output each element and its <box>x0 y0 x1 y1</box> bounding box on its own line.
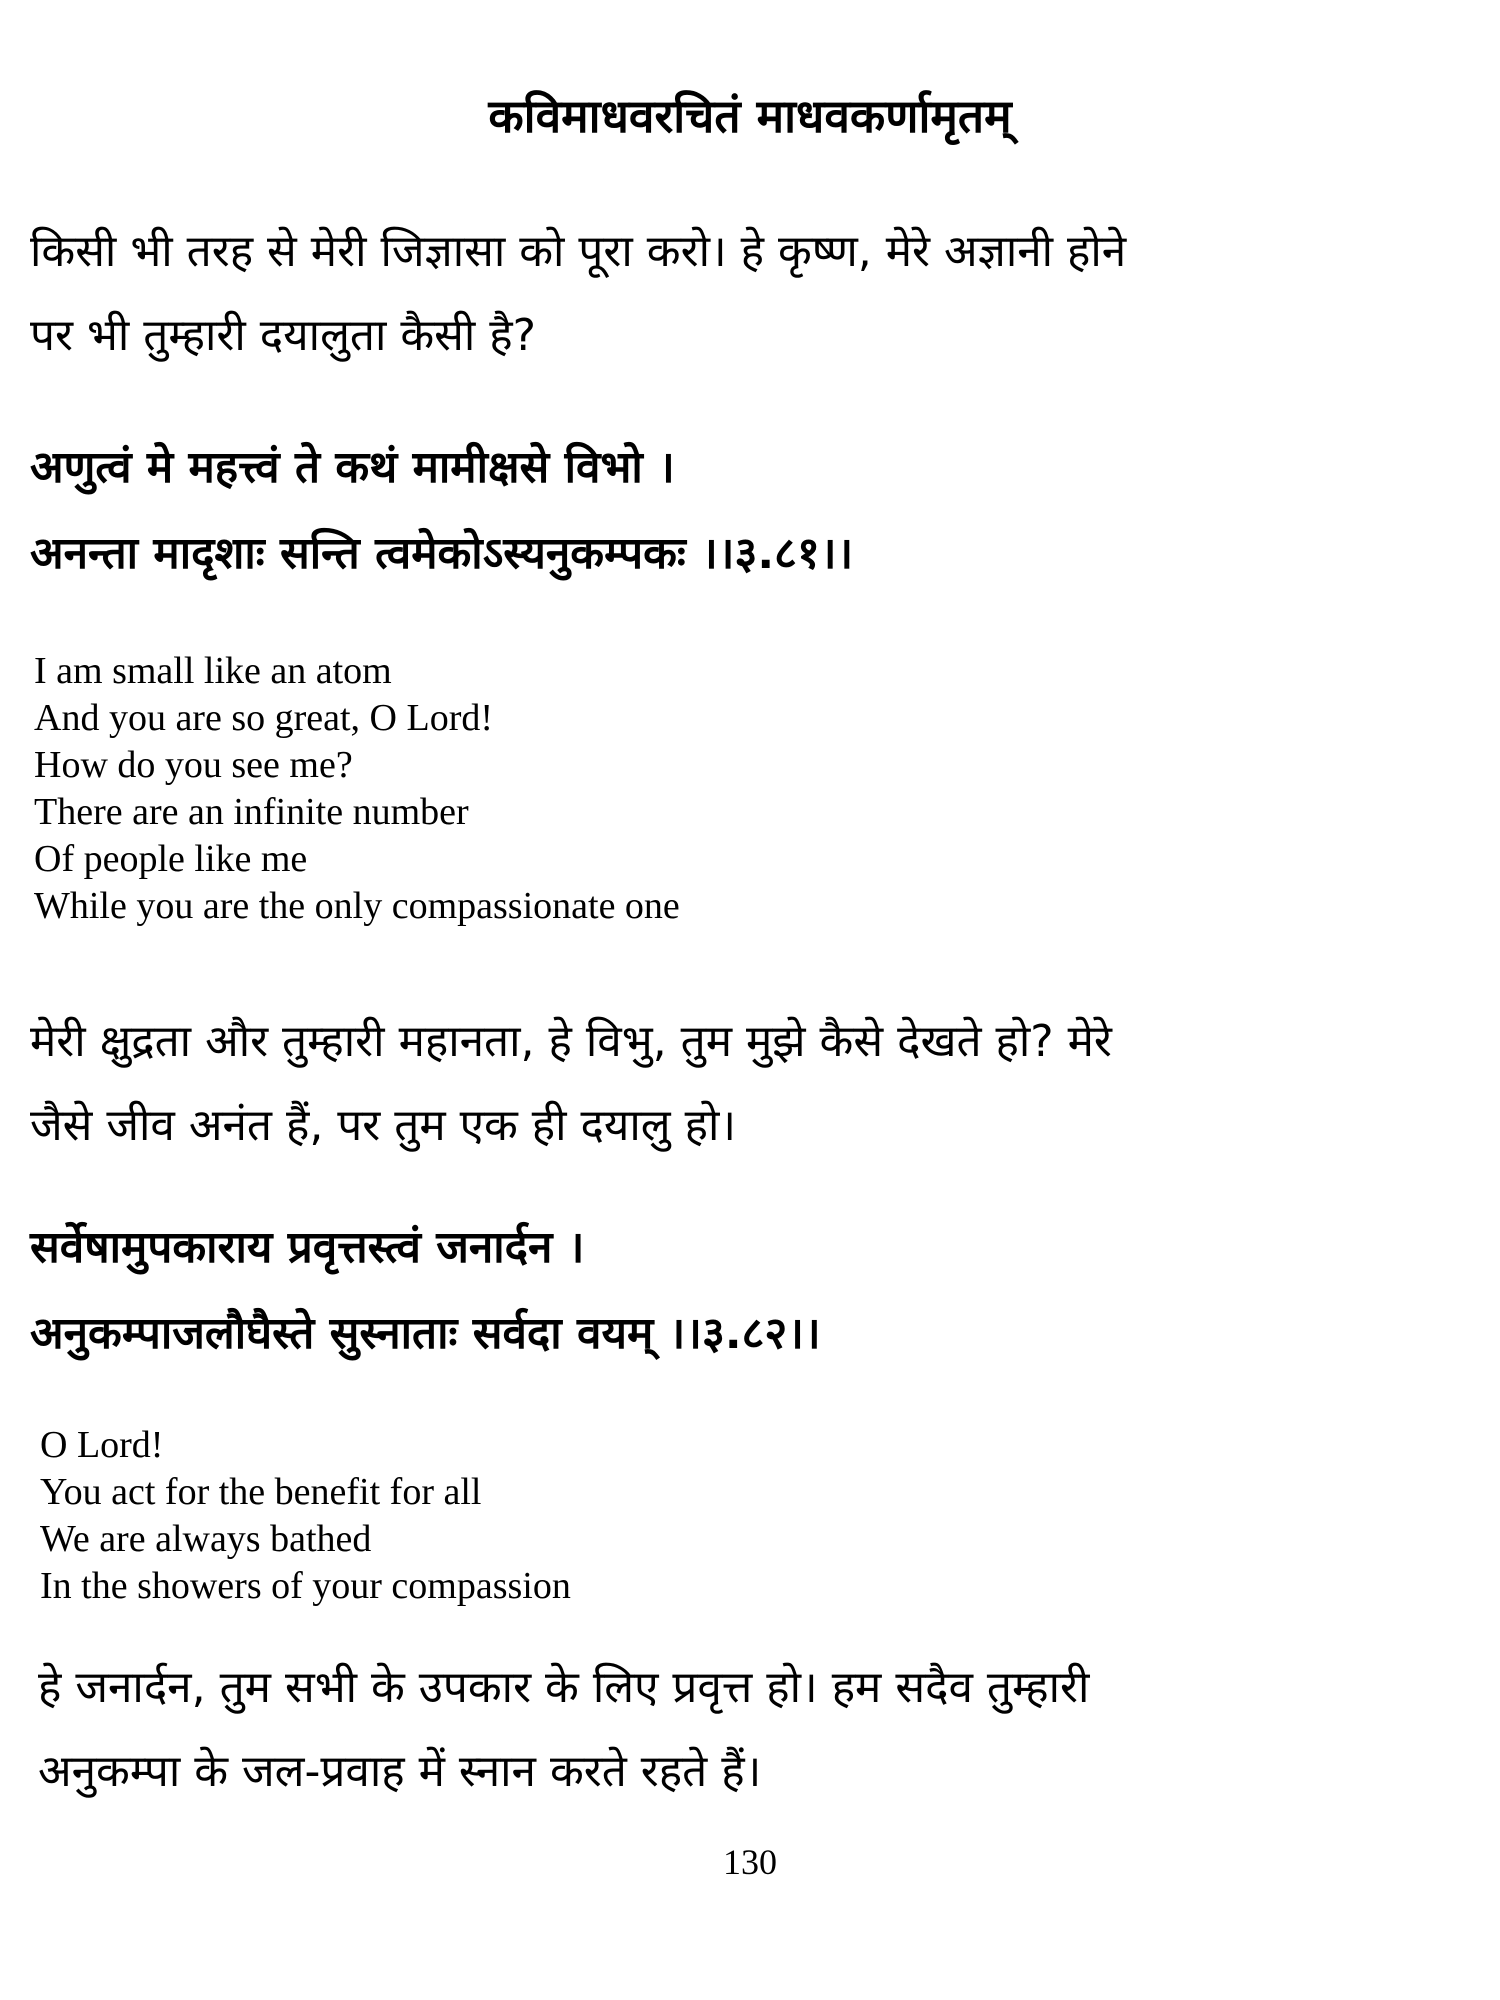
text-line: किसी भी तरह से मेरी जिज्ञासा को पूरा करो। हे कृष्ण, मेरे अज्ञानी होने <box>30 226 1127 277</box>
text-line: अनुकम्पा के जल-प्रवाह में स्नान करते रहते हैं। <box>38 1746 762 1797</box>
verse-line: अनुकम्पाजलौघैस्ते सुस्नाताः सर्वदा वयम् ।।३.८२।। <box>30 1308 821 1359</box>
page-number: 130 <box>723 1842 777 1882</box>
translation-line: How do you see me? <box>34 744 353 786</box>
running-header: कविमाधवरचितं माधवकर्णामृतम् <box>488 89 1012 143</box>
text-line: हे जनार्दन, तुम सभी के उपकार के लिए प्रवृत्त हो। हम सदैव तुम्हारी <box>38 1662 1090 1713</box>
translation-line: And you are so great, O Lord! <box>34 697 494 739</box>
translation-line: There are an infinite number <box>34 791 469 833</box>
text-line: जैसे जीव अनंत हैं, पर तुम एक ही दयालु हो। <box>30 1100 737 1151</box>
sanskrit-verse-3-81 <box>30 425 1480 597</box>
translation-line: We are always bathed <box>40 1518 372 1560</box>
translation-line: Of people like me <box>34 838 308 880</box>
translation-line: You act for the benefit for all <box>40 1471 482 1513</box>
translation-line: O Lord! <box>40 1424 164 1466</box>
english-translation-3-82 <box>40 1422 1440 1610</box>
translation-line: In the showers of your compassion <box>40 1565 571 1607</box>
hindi-paragraph-3 <box>38 1646 1488 1814</box>
verse-line: अनन्ता मादृशाः सन्ति त्वमेकोऽस्यनुकम्पकः ।।३.८१।। <box>30 528 854 579</box>
text-line: मेरी क्षुद्रता और तुम्हारी महानता, हे विभु, तुम मुझे कैसे देखते हो? मेरे <box>30 1016 1112 1067</box>
sanskrit-verse-3-82 <box>30 1205 1480 1377</box>
verse-line: अणुत्वं मे महत्त्वं ते कथं मामीक्षसे विभो । <box>30 442 675 493</box>
verse-line: सर्वेषामुपकाराय प्रवृत्तस्त्वं जनार्दन । <box>30 1222 585 1273</box>
text-line: पर भी तुम्हारी दयालुता कैसी है? <box>30 310 537 361</box>
translation-line: I am small like an atom <box>34 650 392 692</box>
hindi-paragraph-1 <box>30 210 1480 378</box>
hindi-paragraph-2 <box>30 1000 1480 1168</box>
translation-line: While you are the only compassionate one <box>34 885 680 927</box>
english-translation-3-81 <box>34 648 1434 930</box>
